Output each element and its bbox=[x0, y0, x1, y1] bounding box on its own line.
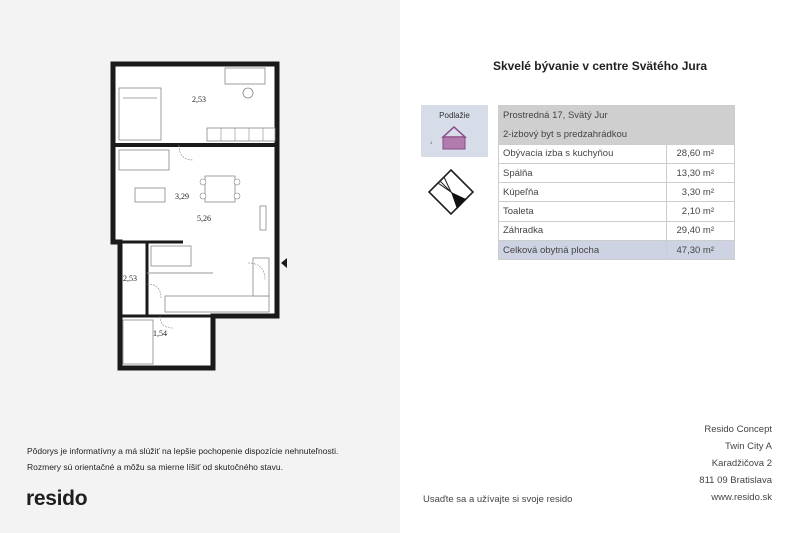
room-name: Záhradka bbox=[499, 221, 667, 240]
table-row bbox=[499, 221, 735, 240]
table-header-row bbox=[499, 106, 735, 125]
address-cell: Prostredná 17, Svätý Jur bbox=[499, 106, 735, 125]
wc-dimension-label: 1,54 bbox=[153, 329, 167, 338]
floor-number: 1 bbox=[430, 140, 433, 145]
room-name: Toaleta bbox=[499, 202, 667, 221]
contact-line: 811 09 Bratislava bbox=[699, 475, 772, 486]
floor-indicator bbox=[421, 105, 488, 157]
apartment-info-table bbox=[498, 105, 735, 260]
slogan: Usaďte sa a užívajte si svoje resido bbox=[423, 494, 573, 505]
total-name: Celková obytná plocha bbox=[499, 241, 667, 260]
room-area: 2,10 m² bbox=[667, 202, 735, 221]
floor-label: Podlažie bbox=[439, 111, 470, 120]
table-row bbox=[499, 202, 735, 221]
contact-block bbox=[699, 421, 772, 506]
room-name: Spálňa bbox=[499, 163, 667, 182]
page-title: Skvelé bývanie v centre Svätého Jura bbox=[492, 59, 708, 73]
disclaimer bbox=[27, 444, 338, 475]
room-area: 28,60 m² bbox=[667, 144, 735, 163]
room-area: 29,40 m² bbox=[667, 221, 735, 240]
table-row bbox=[499, 183, 735, 202]
table-header-row bbox=[499, 125, 735, 144]
resido-logo: resido bbox=[26, 487, 88, 510]
bedroom-dimension-label: 2,53 bbox=[192, 95, 206, 104]
table-row bbox=[499, 144, 735, 163]
table-total-row bbox=[499, 241, 735, 260]
contact-line: Twin City A bbox=[725, 441, 772, 452]
house-icon bbox=[439, 123, 469, 155]
website-link[interactable]: www.resido.sk bbox=[711, 492, 772, 503]
living-length-label: 5,26 bbox=[197, 214, 211, 223]
room-name: Kúpeľňa bbox=[499, 183, 667, 202]
compass-icon bbox=[426, 167, 476, 217]
living-dimension-label: 3,29 bbox=[175, 192, 189, 201]
room-name: Obývacia izba s kuchyňou bbox=[499, 144, 667, 163]
total-area: 47,30 m² bbox=[667, 241, 735, 260]
contact-line: Resido Concept bbox=[704, 424, 772, 435]
apartment-type-cell: 2-izbový byt s predzahrádkou bbox=[499, 125, 735, 144]
disclaimer-line: Rozmery sú orientačné a môžu sa mierne líšiť od skutočného stavu. bbox=[27, 461, 283, 472]
bathroom-dimension-label: 2,53 bbox=[123, 274, 137, 283]
room-area: 13,30 m² bbox=[667, 163, 735, 182]
contact-line: Karadžičova 2 bbox=[711, 458, 772, 469]
disclaimer-line: Pôdorys je informatívny a má slúžiť na lepšie pochopenie dispozície nehnuteľnosti. bbox=[27, 446, 339, 456]
floor-plan bbox=[105, 58, 295, 378]
room-area: 3,30 m² bbox=[667, 183, 735, 202]
table-row bbox=[499, 163, 735, 182]
